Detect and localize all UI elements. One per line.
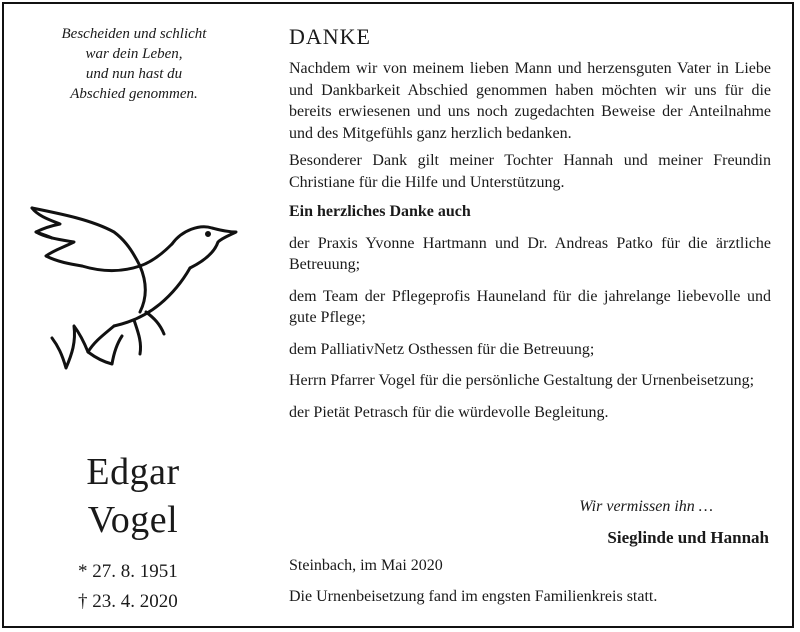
- dove-icon: [22, 202, 242, 380]
- footer-note: Die Urnenbeisetzung fand im engsten Familienkreis statt.: [289, 588, 658, 605]
- motto-line: Bescheiden und schlicht: [61, 26, 207, 42]
- paragraph: Nachdem wir von meinem lieben Mann und herzensguten Vater in Liebe und Dankbarkeit Abschied genommen haben möchten wir uns für die bereits erwiesenen und uns noch zugedachten Beweise der Anteilnahme und des Mitgefühls ganz herzlich bedanken.: [289, 60, 771, 142]
- first-name: Edgar: [86, 451, 180, 493]
- life-dates: [78, 557, 228, 617]
- closing-line: Wir vermissen ihn …: [579, 498, 713, 515]
- thanks-item: der Pietät Petrasch für die würdevolle Begleitung.: [289, 403, 609, 421]
- last-name: Vogel: [87, 499, 179, 541]
- signature: Sieglinde und Hannah: [607, 528, 769, 547]
- paragraph: Besonderer Dank gilt meiner Tochter Hannah und meiner Freundin Christiane für die Hilfe und Unterstützung.: [289, 152, 771, 191]
- motto-line: Abschied genommen.: [70, 86, 198, 102]
- motto-line: war dein Leben,: [85, 46, 183, 62]
- closing: [555, 498, 769, 548]
- motto-line: und nun hast du: [85, 66, 183, 82]
- birth-date: * 27. 8. 1951: [78, 561, 178, 582]
- thanks-item: der Praxis Yvonne Hartmann und Dr. Andreas Patko für die ärztliche Betreuung;: [289, 234, 771, 273]
- death-date: † 23. 4. 2020: [78, 591, 178, 612]
- left-column: [0, 0, 270, 632]
- place-date: Steinbach, im Mai 2020: [289, 557, 443, 574]
- thanks-item: Herrn Pfarrer Vogel für die persönliche Gestaltung der Urnenbeisetzung;: [289, 372, 755, 389]
- thanks-heading: Ein herzliches Danke auch: [289, 203, 471, 220]
- motto: [14, 24, 254, 104]
- right-column: [289, 24, 771, 433]
- thanks-item: dem PalliativNetz Osthessen für die Betreuung;: [289, 340, 595, 358]
- deceased-name: [30, 448, 236, 544]
- notice-heading: DANKE: [289, 24, 371, 49]
- thanks-item: dem Team der Pflegeprofis Hauneland für die jahrelange liebevolle und gute Pflege;: [289, 287, 771, 326]
